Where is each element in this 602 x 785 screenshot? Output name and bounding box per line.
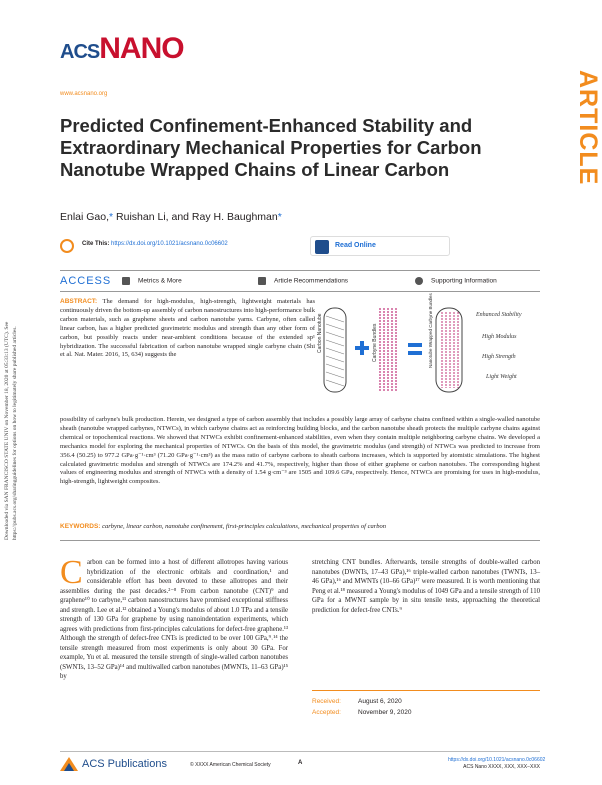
received-row	[312, 696, 540, 707]
body-text-1: arbon can be formed into a host of different allotropes having various hybridization of the electronic orbitals and coordination,¹ and considerable effort has been devoted to these allotropes and their assemblies during the past decades.²⁻⁸ From carbon nanotube (CNT)⁹ and graphene¹⁰ to carbyne,¹¹ carbon nanostructures have promised exceptional stiffness and strength. Lee et al.¹² obtained a Young's modulus of about 1.0 TPa and a tensile strength of 130 GPa for graphene by using nanoindentation experiments, which agrees with predictions from first-principles calculations for defect-free graphene.¹³ Although the strength of defect-free CNTs is predicted to be over 100 GPa,⁹˒¹⁴ the tensile strength measured from most experiments is only about 30 GPa. For example, Yu et al. measured the tensile strength of single-walled carbon nanotubes (SWNTs, 13–52 GPa)¹⁴ and multiwalled carbon nanotubes (MWNTs, 11–63 GPa)¹⁵ by	[60, 559, 288, 680]
received-label: Received:	[312, 698, 341, 705]
recommendations-label: Article Recommendations	[274, 277, 349, 285]
toc-label-carbyne: Carbyne Bundles	[372, 323, 378, 362]
toc-prop-1: Enhanced Stability	[476, 312, 522, 318]
copyright: © XXXX American Chemical Society	[190, 762, 271, 768]
plus-sign	[355, 341, 369, 355]
publisher-name: ACS Publications	[82, 757, 167, 770]
acs-pubs-icon	[60, 757, 78, 771]
accepted-label: Accepted:	[312, 709, 341, 716]
toc-prop-4: Light Weight	[486, 374, 517, 380]
cite-row	[60, 236, 540, 258]
section-tab-label: ARTICLE	[574, 70, 602, 186]
journal-logo	[60, 32, 184, 66]
keywords	[60, 523, 540, 530]
author-list	[60, 211, 282, 223]
cite-label: Cite This:	[82, 241, 110, 247]
read-online-label: Read Online	[335, 242, 376, 249]
drop-cap: C	[60, 554, 83, 591]
recommendations-icon	[258, 277, 266, 285]
keywords-label: KEYWORDS:	[60, 523, 101, 530]
toc-prop-3: High Strength	[482, 354, 516, 360]
footer-doi	[448, 757, 546, 771]
article-title: Predicted Confinement-Enhanced Stability and Extraordinary Mechanical Properties for Carbon Nanotube Wrapped Chains of Linear Carbon	[60, 115, 482, 180]
logo-acs: ACS	[60, 41, 100, 63]
journal-url[interactable]: www.acsnano.org	[60, 91, 108, 97]
recommendations-button[interactable]	[258, 277, 348, 285]
equals-sign	[408, 343, 422, 355]
toc-graphic	[317, 293, 540, 398]
read-online-button[interactable]	[310, 236, 450, 256]
access-bar	[60, 270, 540, 292]
metrics-label: Metrics & More	[138, 277, 182, 285]
author-1[interactable]: Enlai Gao,	[60, 211, 110, 223]
keywords-text: carbyne, linear carbon, nanotube confinement, first-principles calculations, mechanical properties of carbon	[102, 523, 386, 530]
footer-citation: ACS Nano XXXX, XXX, XXX−XXX	[463, 764, 540, 770]
received-date: August 6, 2020	[358, 698, 402, 705]
article-dates	[312, 690, 540, 718]
toc-label-nanotube: Carbon Nanotube	[317, 313, 323, 353]
acs-publications-logo[interactable]	[60, 757, 167, 771]
footer-doi-link[interactable]: https://dx.doi.org/10.1021/acsnano.0c06602	[448, 757, 546, 763]
supporting-info-button[interactable]	[415, 277, 497, 285]
footer-rule	[60, 751, 540, 752]
metrics-icon	[122, 277, 130, 285]
accepted-date: November 9, 2020	[358, 709, 412, 716]
supporting-info-icon	[415, 277, 423, 285]
read-online-icon	[315, 240, 329, 254]
author-2-3[interactable]: Ruishan Li, and Ray H. Baughman	[116, 211, 278, 223]
accepted-row	[312, 707, 540, 718]
section-divider	[60, 540, 540, 541]
toc-label-ntwc: Nanotube Wrapped Carbyne Bundles	[428, 293, 433, 368]
download-side-note	[3, 240, 25, 540]
corresponding-star-1: *	[109, 211, 114, 223]
article-section-tab	[573, 70, 600, 190]
access-label: ACCESS	[60, 275, 112, 287]
ntwc-drawing	[436, 308, 462, 392]
body-column-2: stretching CNT bundles. Afterwards, tensile strengths of double-walled carbon nanotubes (DWNTs, 17–43 GPa),¹⁶ triple-walled carbon nanotubes (TWNTs, 13–46 GPa),¹⁶ and MWNTs (10–66 GPa)¹⁷ were measured. It is worth mentioning that Peng et al.¹⁸ measured a Young's modulus of 1049 GPa and a tensile strength of 110 GPa for a MWNT sample by in situ tensile tests, approaching the theoretical prediction for defect-free CNTs.⁹	[312, 559, 540, 614]
logo-nano: NANO	[99, 32, 184, 65]
side-note-text: Downloaded via SAN FRANCISCO STATE UNIV on November 18, 2020 at 05:33:13 (UTC). See https://pubs.acs.org/sharingguidelines for options on how to legitimately share published articles.	[4, 321, 18, 540]
carbyne-bundle	[380, 308, 396, 392]
metrics-button[interactable]	[122, 277, 182, 285]
supporting-info-label: Supporting Information	[431, 277, 497, 285]
cite-icon	[60, 239, 74, 253]
body-column-1	[60, 554, 288, 682]
corresponding-star-2: *	[277, 211, 282, 223]
abstract-text-narrow: The demand for high-modulus, high-strength, lightweight materials has continuously driven the bottom-up assembly of carbon nanostructures into high-performance bulk carbon materials, such as graphene sheets and carbon nanotube yarns. Carbyne, often called linear carbon, has a higher predicted gravimetric modulus and strength than any other form of carbon, but possibly reacts under near-ambient conditions because of the extended sp¹ hybridization. The successful fabrication of carbon nanotube wrapped single carbyne chain (Shi et al. Nat. Mater. 2016, 15, 634) suggests the	[60, 298, 315, 359]
toc-prop-2: High Modulus	[482, 334, 517, 340]
nanotube-drawing	[324, 308, 346, 392]
abstract-bottom: possibility of carbyne's bulk production. Herein, we designed a type of carbon assembly that includes a possibly large array of carbyne chains confined within a single-walled nanotube sheath (nanotube wrapped carbynes, NTWCs), in which carbyne chains act as reinforcing building blocks, and the carbon nanotube sheath protects the multiple carbyne chains against chemical or topochemical reactions. We showed that NTWCs exhibit confinement-enhanced stabilities, even when they contain multiple neighboring carbyne chains. We developed a mechanics model for exploring the mechanical properties of NTWCs. On the basis of this model, the gravimetric modulus (and strength) of NTWCs was predicted to increase from 356.4 (50.25) to 977.2 GPa·g⁻¹·cm³ (71.20 GPa·g⁻¹·cm³) as the mass ratio of carbyne carbons to sheath carbons increases, which is supported by atomistic simulations. The highest calculated gravimetric modulus and strength of NTWCs are 174.2% and 41.7%, respectively, higher than those of either graphene or carbon nanotubes. The corresponding highest values of engineering modulus and strength of NTWCs with a density of 1.54 g·cm⁻³ are 1505 and 109.6 GPa, respectively. Hence, NTWCs are promising for uses in high-modulus, high-strength, lightweight composites.	[60, 416, 540, 486]
page-letter: A	[298, 760, 303, 766]
cite-text	[82, 241, 228, 247]
abstract-label: ABSTRACT:	[60, 298, 98, 305]
abstract-top	[60, 298, 315, 360]
cite-link[interactable]: https://dx.doi.org/10.1021/acsnano.0c06602	[111, 241, 228, 247]
